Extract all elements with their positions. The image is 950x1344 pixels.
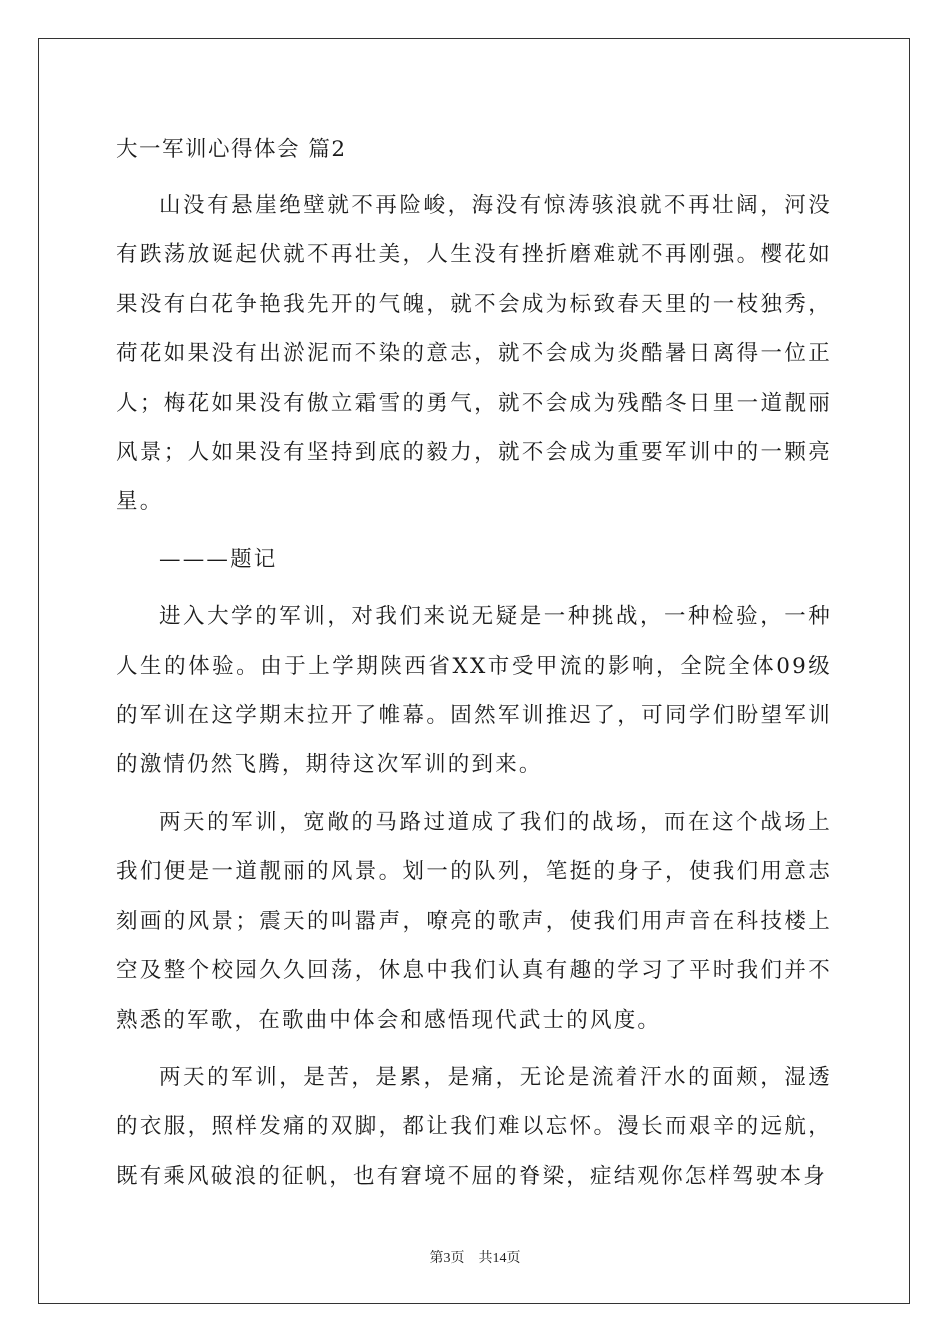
paragraph-training-hardship: 两天的军训，是苦，是累，是痛，无论是流着汗水的面颊，湿透的衣服，照样发痛的双脚，都让我们难以忘怀。漫长而艰辛的远航，既有乘风破浪的征帆，也有窘境不屈的脊梁，症结观你怎样驾驶本身 bbox=[116, 1064, 832, 1189]
document-body bbox=[116, 128, 832, 1201]
document-title: 大一军训心得体会 篇2 bbox=[116, 137, 347, 162]
paragraph-training-scenery: 两天的军训，宽敞的马路过道成了我们的战场，而在这个战场上我们便是一道靓丽的风景。划一的队列，笔挺的身子，使我们用意志刻画的风景；震天的叫嚣声，嘹亮的歌声，使我们用声音在科技楼上空及整个校园久久回荡，休息中我们认真有趣的学习了平时我们并不熟悉的军歌，在歌曲中体会和感悟现代武士的风度。 bbox=[116, 809, 832, 1033]
paragraph-epigraph-attribution: ———题记 bbox=[159, 546, 278, 572]
page-total: 共14页 bbox=[478, 1251, 521, 1266]
paragraph-training-start: 进入大学的军训，对我们来说无疑是一种挑战，一种检验，一种人生的体验。由于上学期陕西省XX市受甲流的影响，全院全体09级的军训在这学期末拉开了帷幕。固然军训推迟了，可同学们盼望军训的激情仍然飞腾，期待这次军训的到来。 bbox=[116, 604, 832, 778]
paragraph-intro: 山没有悬崖绝壁就不再险峻，海没有惊涛骇浪就不再壮阔，河没有跌荡放诞起伏就不再壮美，人生没有挫折磨难就不再刚强。樱花如果没有白花争艳我先开的气魄，就不会成为标致春天里的一枝独秀，荷花如果没有出淤泥而不染的意志，就不会成为炎酷暑日离得一位正人；梅花如果没有傲立霜雪的勇气，就不会成为残酷冬日里一道靓丽风景；人如果没有坚持到底的毅力，就不会成为重要军训中的一颗亮星。 bbox=[116, 193, 832, 515]
page-number: 第3页 bbox=[429, 1251, 465, 1266]
page-footer bbox=[0, 1247, 950, 1267]
